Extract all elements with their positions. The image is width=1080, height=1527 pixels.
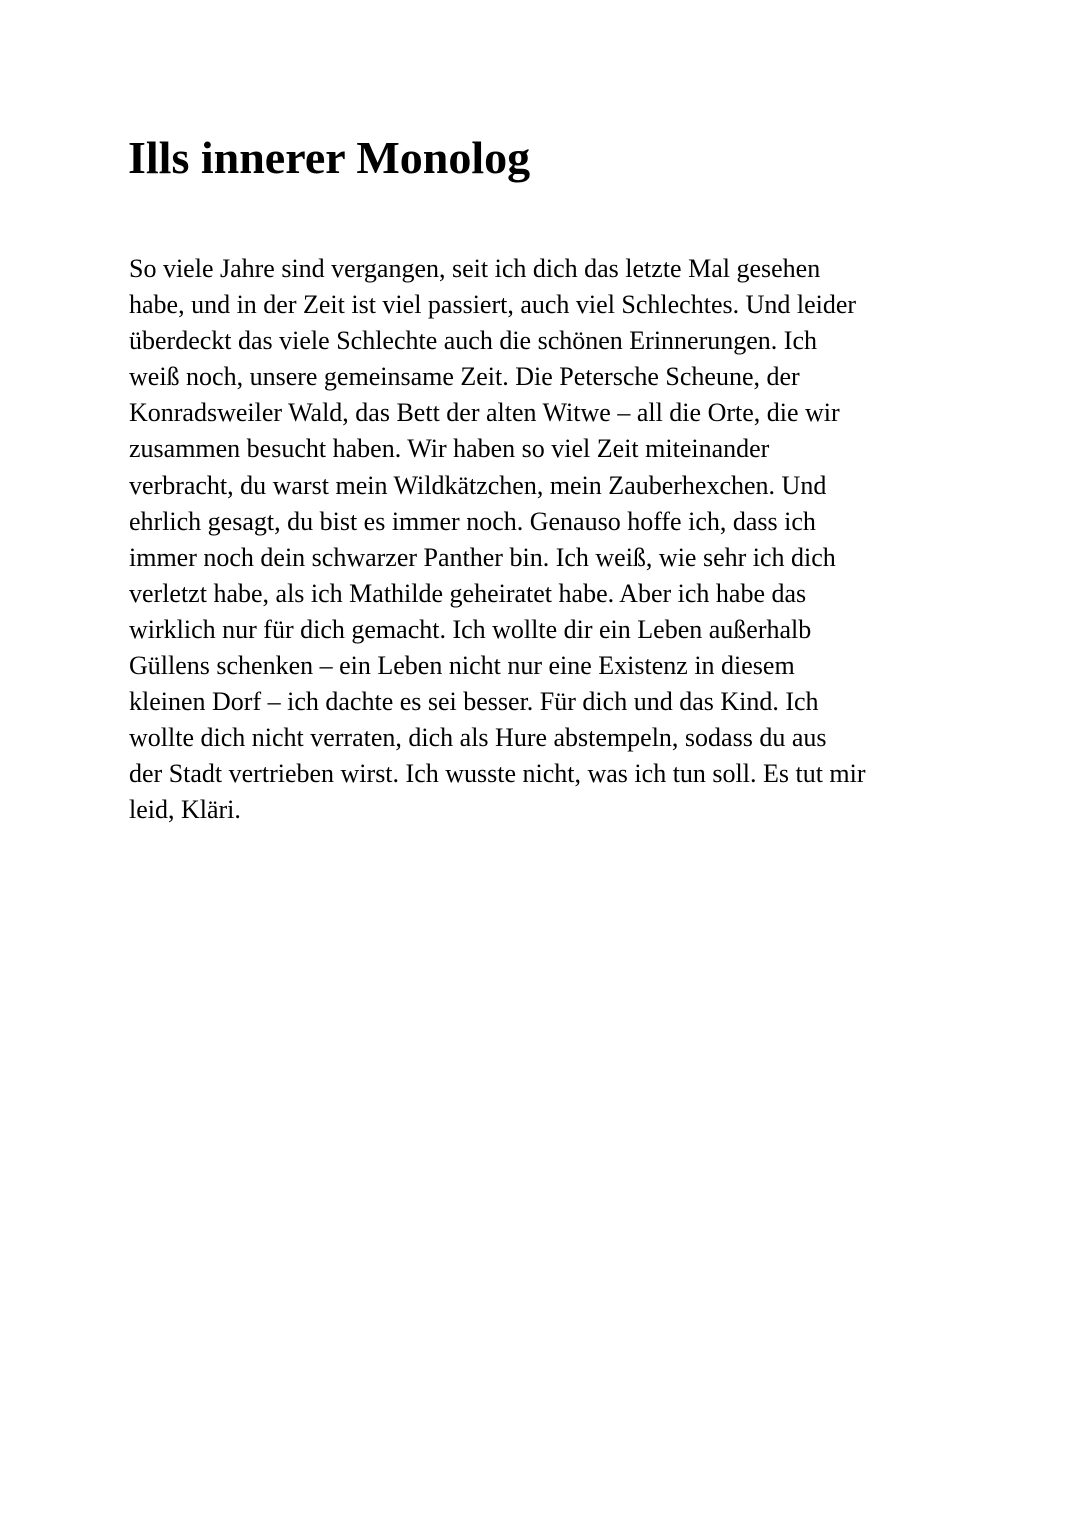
paragraph-line: immer noch dein schwarzer Panther bin. Ich weiß, wie sehr ich dich (129, 542, 836, 572)
paragraph-line: ehrlich gesagt, du bist es immer noch. Genauso hoffe ich, dass ich (129, 506, 816, 536)
paragraph-line: So viele Jahre sind vergangen, seit ich dich das letzte Mal gesehen (129, 254, 821, 283)
paragraph-line: überdeckt das viele Schlechte auch die schönen Erinnerungen. Ich (129, 326, 817, 356)
paragraph-line: Konradsweiler Wald, das Bett der alten Witwe – all die Orte, die wir (129, 398, 840, 428)
paragraph-line: kleinen Dorf – ich dachte es sei besser. Für dich und das Kind. Ich (129, 687, 819, 717)
paragraph-line: habe, und in der Zeit ist viel passiert, auch viel Schlechtes. Und leider (129, 290, 857, 320)
paragraph-line: der Stadt vertrieben wirst. Ich wusste nicht, was ich tun soll. Es tut mir (129, 759, 866, 789)
paragraph-line: Güllens schenken – ein Leben nicht nur eine Existenz in diesem (129, 651, 795, 681)
paragraph-line: weiß noch, unsere gemeinsame Zeit. Die Petersche Scheune, der (129, 362, 800, 392)
paragraph-line: wollte dich nicht verraten, dich als Hure abstempeln, sodass du aus (129, 723, 827, 753)
paragraph-line: verbracht, du warst mein Wildkätzchen, mein Zauberhexchen. Und (129, 470, 827, 500)
paragraph-line: leid, Kläri. (129, 795, 241, 825)
monologue-paragraph (129, 251, 969, 829)
document-title: Ills innerer Monolog (128, 132, 531, 183)
paragraph-line: verletzt habe, als ich Mathilde geheiratet habe. Aber ich habe das (129, 578, 807, 608)
paragraph-line: wirklich nur für dich gemacht. Ich wollte dir ein Leben außerhalb (129, 614, 812, 644)
paragraph-line: zusammen besucht haben. Wir haben so viel Zeit miteinander (129, 434, 770, 464)
